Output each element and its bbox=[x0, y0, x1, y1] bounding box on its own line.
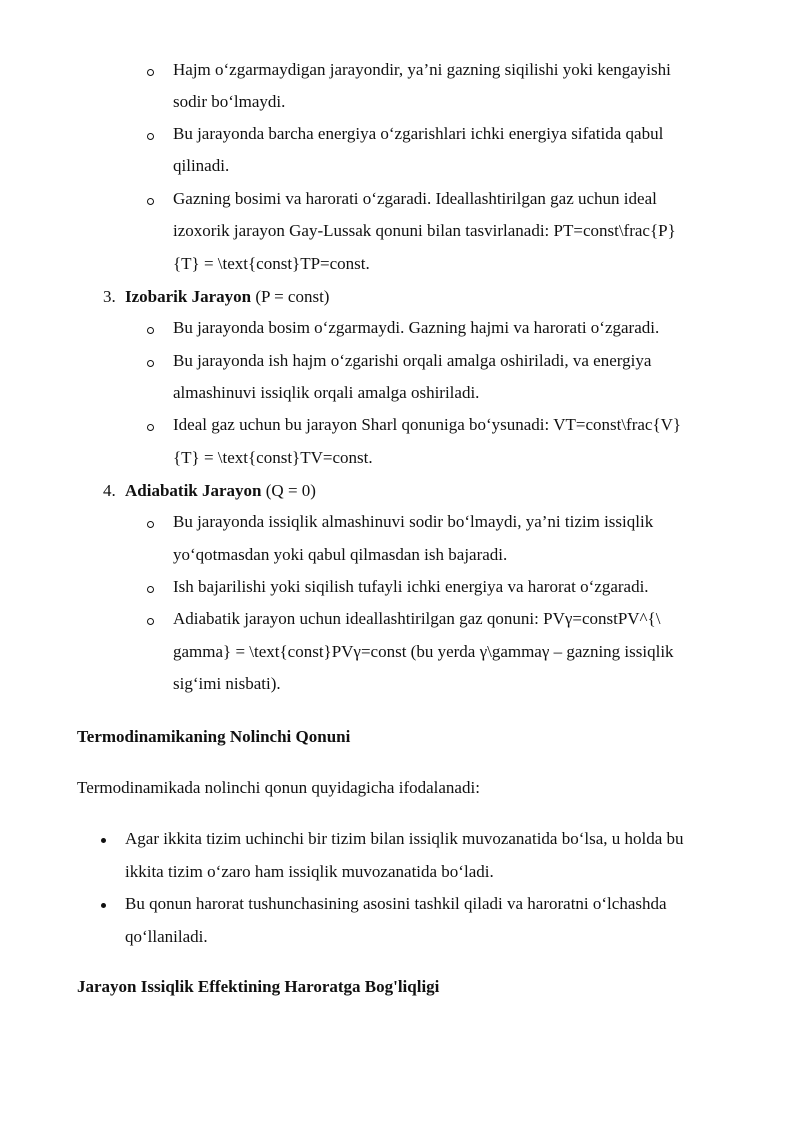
item-number: 3. bbox=[103, 287, 116, 306]
list-item-line: Gazning bosimi va harorati o‘zgaradi. Ideallashtirilgan gaz uchun ideal bbox=[173, 189, 657, 208]
item-title: Adiabatik Jarayon bbox=[125, 481, 262, 500]
list-item-line: yo‘qotmasdan yoki qabul qilmasdan ish bajaradi. bbox=[173, 545, 508, 564]
section-heading: Jarayon Issiqlik Effektining Haroratga Bog'liqligi bbox=[77, 977, 440, 996]
hollow-bullet-icon bbox=[147, 618, 154, 625]
paragraph: Termodinamikada nolinchi qonun quyidagicha ifodalanadi: bbox=[77, 778, 480, 797]
list-item-line: Ish bajarilishi yoki siqilish tufayli ichki energiya va harorat o‘zgaradi. bbox=[173, 577, 649, 596]
hollow-bullet-icon bbox=[147, 69, 154, 76]
list-item-line: Ideal gaz uchun bu jarayon Sharl qonuniga bo‘ysunadi: VT=const\frac{V} bbox=[173, 415, 682, 434]
item-heading bbox=[125, 481, 316, 501]
list-item-line: sig‘imi nisbati). bbox=[173, 674, 281, 693]
list-item-line: gamma} = \text{const}PVγ=const (bu yerda γ\gammaγ – gazning issiqlik bbox=[173, 642, 674, 661]
list-item-line: Bu jarayonda barcha energiya o‘zgarishlari ichki energiya sifatida qabul bbox=[173, 124, 664, 143]
item-title: Izobarik Jarayon bbox=[125, 287, 252, 306]
list-item-line: sodir bo‘lmaydi. bbox=[173, 92, 286, 111]
list-item-line: almashinuvi issiqlik orqali amalga oshiriladi. bbox=[173, 383, 480, 402]
list-item-line: Agar ikkita tizim uchinchi bir tizim bilan issiqlik muvozanatida bo‘lsa, u holda bu bbox=[125, 829, 684, 848]
hollow-bullet-icon bbox=[147, 133, 154, 140]
list-item-line: Hajm o‘zgarmaydigan jarayondir, ya’ni gazning siqilishi yoki kengayishi bbox=[173, 60, 671, 79]
list-item-line: Bu jarayonda issiqlik almashinuvi sodir bo‘lmaydi, ya’ni tizim issiqlik bbox=[173, 512, 654, 531]
section-heading: Termodinamikaning Nolinchi Qonuni bbox=[77, 727, 351, 746]
hollow-bullet-icon bbox=[147, 327, 154, 334]
list-item-line: izoxorik jarayon Gay-Lussak qonuni bilan tasvirlanadi: PT=const\frac{P} bbox=[173, 221, 676, 240]
item-condition: (P = const) bbox=[251, 287, 330, 306]
list-item-line: {T} = \text{const}TV=const. bbox=[173, 448, 373, 467]
list-item-line: Bu qonun harorat tushunchasining asosini tashkil qiladi va haroratni o‘lchashda bbox=[125, 894, 667, 913]
hollow-bullet-icon bbox=[147, 198, 154, 205]
hollow-bullet-icon bbox=[147, 586, 154, 593]
list-item-line: Bu jarayonda ish hajm o‘zgarishi orqali amalga oshiriladi, va energiya bbox=[173, 351, 652, 370]
list-item-line: qilinadi. bbox=[173, 156, 230, 175]
hollow-bullet-icon bbox=[147, 360, 154, 367]
list-item-line: Bu jarayonda bosim o‘zgarmaydi. Gazning hajmi va harorati o‘zgaradi. bbox=[173, 318, 660, 337]
item-heading bbox=[125, 287, 329, 307]
hollow-bullet-icon bbox=[147, 521, 154, 528]
list-item-line: Adiabatik jarayon uchun ideallashtirilgan gaz qonuni: PVγ=constPV^{\ bbox=[173, 609, 661, 628]
list-item-line: qo‘llaniladi. bbox=[125, 927, 208, 946]
list-item-line: ikkita tizim o‘zaro ham issiqlik muvozanatida bo‘ladi. bbox=[125, 862, 494, 881]
bullet-icon bbox=[101, 838, 106, 843]
hollow-bullet-icon bbox=[147, 424, 154, 431]
item-number: 4. bbox=[103, 481, 116, 500]
bullet-icon bbox=[101, 903, 106, 908]
item-condition: (Q = 0) bbox=[261, 481, 316, 500]
list-item-line: {T} = \text{const}TP=const. bbox=[173, 254, 370, 273]
